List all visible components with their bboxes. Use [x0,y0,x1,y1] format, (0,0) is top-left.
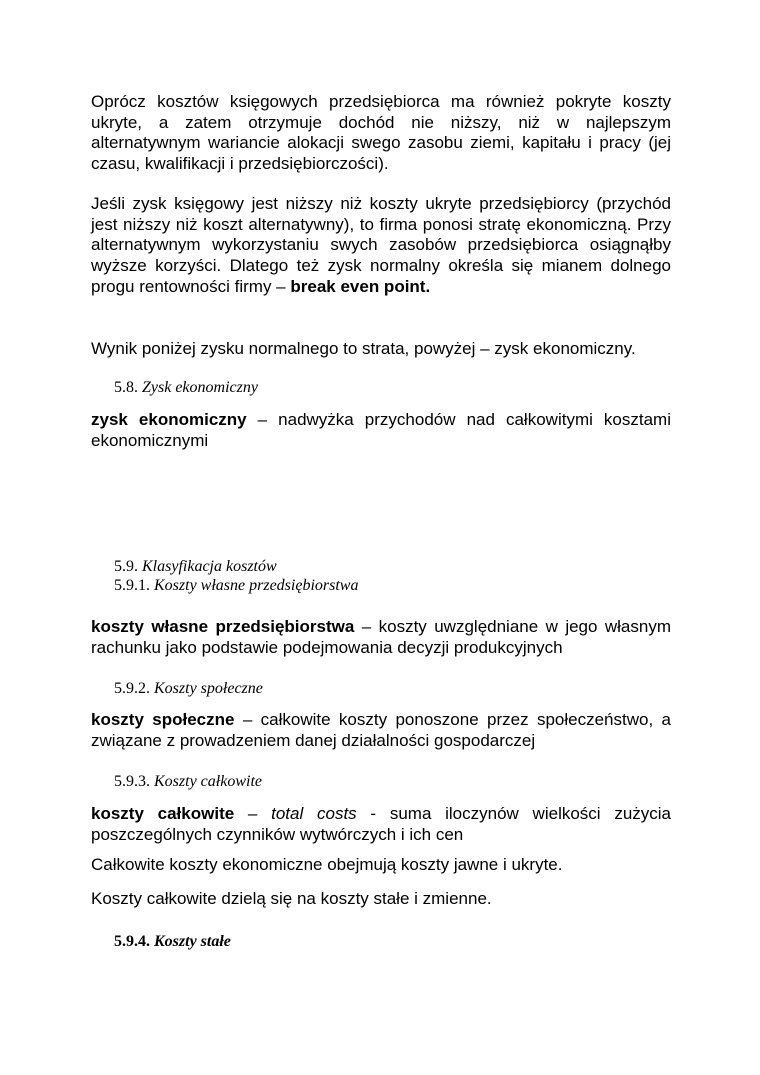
heading-number: 5.8. [114,379,138,396]
heading-number: 5.9. [114,558,138,575]
note-total-economic-costs: Całkowite koszty ekonomiczne obejmują koszty jawne i ukryte. [91,855,563,874]
definition-text: – koszty uwzględniane w jego własnym rachunku jako podstawie podejmowania decyzji produkcyjnych [91,617,672,657]
heading-5-9-1 [114,576,358,596]
heading-title: Klasyfikacja kosztów [142,558,277,575]
heading-title: Zysk ekonomiczny [142,379,258,396]
heading-title: Koszty całkowite [154,773,262,790]
definition-social-costs [91,710,671,751]
paragraph-hidden-costs: Oprócz kosztów księgowych przedsiębiorca ma również pokryte koszty ukryte, a zatem otrzymuje dochód nie niższy, niż w najlepszym alternatywnym wariancie alokacji swego zasobu ziemi, kapitału i pracy (jej czasu, kwalifikacji i przedsiębiorczości). [91,92,671,174]
definition-own-costs [91,617,671,658]
english-term: total costs [271,804,357,823]
heading-title: Koszty własne przedsiębiorstwa [154,577,359,594]
definition-text: - suma iloczynów wielkości zużycia poszczególnych czynników wytwórczych i ich cen [91,804,672,844]
heading-5-9-2 [114,679,263,699]
dash: – [234,804,272,823]
heading-title: Koszty stałe [154,933,231,950]
heading-5-9-4 [114,932,231,952]
note-total-costs-split: Koszty całkowite dzielą się na koszty stałe i zmienne. [91,889,492,908]
heading-number: 5.9.4. [114,933,150,950]
definition-total-costs [91,804,671,845]
heading-5-8 [114,378,258,398]
term: koszty społeczne [91,710,235,729]
paragraph-economic-loss [91,194,671,298]
definition-text: – nadwyżka przychodów nad całkowitymi kosztami ekonomicznymi [91,410,671,450]
term: zysk ekonomiczny [91,410,247,429]
term: koszty całkowite [91,804,235,823]
term-break-even-point: break even point. [290,276,431,296]
definition-text: – całkowite koszty ponoszone przez społeczeństwo, a związane z prowadzeniem danej działalności gospodarczej [91,710,671,750]
paragraph-profit-summary: Wynik poniżej zysku normalnego to strata, powyżej – zysk ekonomiczny. [91,339,636,358]
term: koszty własne przedsiębiorstwa [91,617,355,636]
heading-number: 5.9.2. [114,680,150,697]
heading-5-9-3 [114,772,262,792]
paragraph-economic-loss-text: Jeśli zysk księgowy jest niższy niż koszty ukryte przedsiębiorcy (przychód jest niższy niż koszt alternatywny), to firma ponosi stratę ekonomiczną. Przy alternatywnym wykorzystaniu swych zasobów przedsiębiorca osiągnąłby wyższe korzyści. Dlatego też zysk normalny określa się mianem dolnego progu rentowności firmy – [91,194,671,296]
definition-economic-profit [91,410,671,451]
heading-number: 5.9.1. [114,577,150,594]
heading-5-9 [114,557,277,577]
heading-number: 5.9.3. [114,773,150,790]
heading-title: Koszty społeczne [154,680,263,697]
